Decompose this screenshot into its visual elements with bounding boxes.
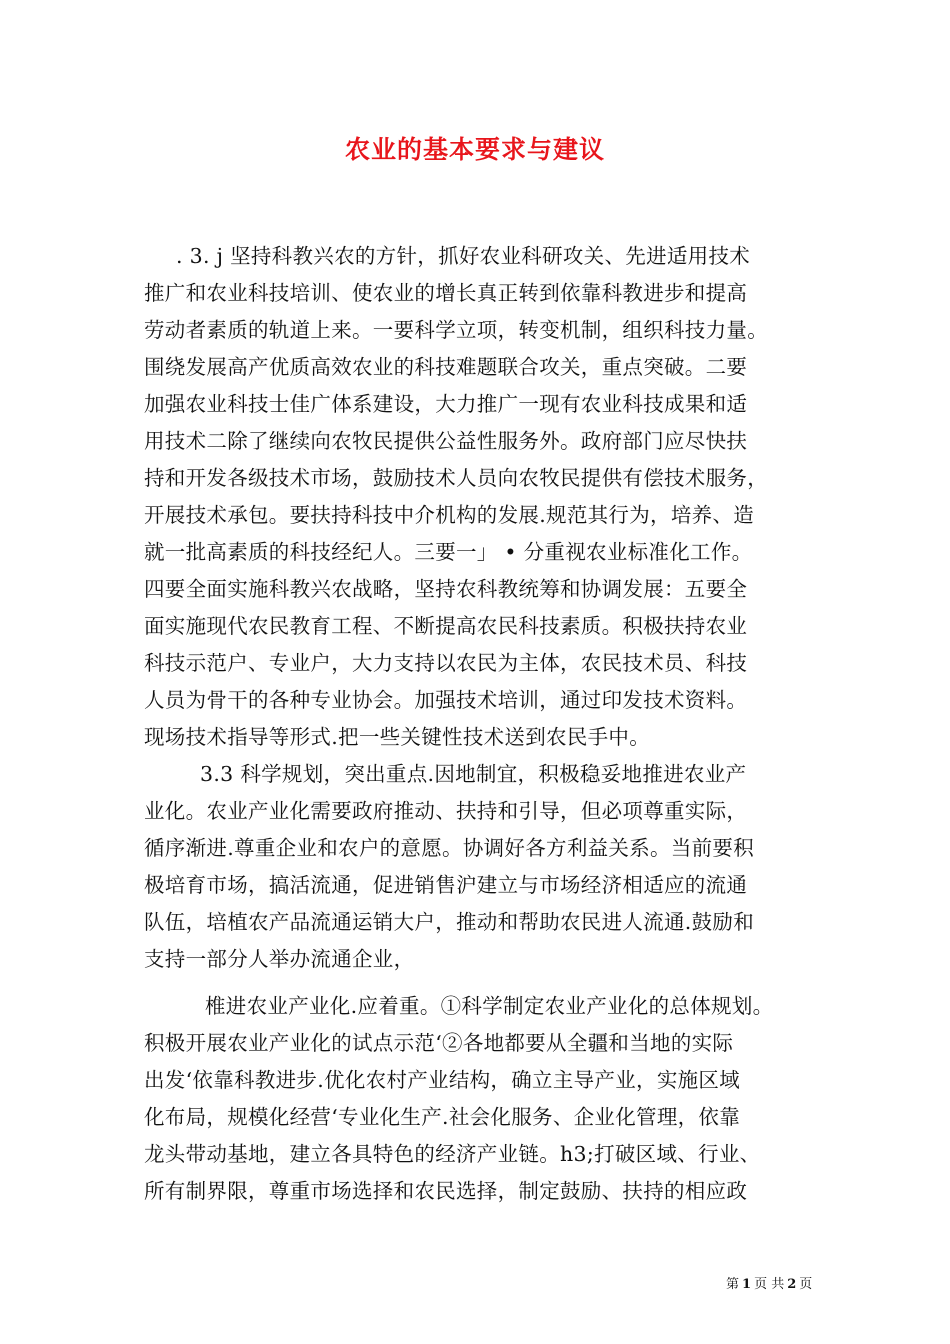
text-line: 3.3 科学规划，突出重点.因地制宜，积极稳妥地推进农业产 (200, 762, 747, 786)
text-line: 围绕发展高产优质高效农业的科技难题联合攻关，重点突破。二要 (144, 355, 748, 379)
text-line: 用技术二除了继续向农牧民提供公益性服务外。政府部门应尽快扶 (144, 429, 748, 453)
page-prefix: 第 (726, 1277, 740, 1292)
current-page: 1 (742, 1277, 752, 1292)
text-line: 椎进农业产业化.应着重。①科学制定农业产业化的总体规划。 (205, 994, 774, 1018)
text-line: 加强农业科技士佳广体系建设，大力推广一现有农业科技成果和适 (144, 392, 748, 416)
text-line: 队伍，培植农产品流通运销大户，推动和帮助农民进人流通.鼓励和 (144, 910, 755, 934)
text-line: 持和开发各级技术市场，鼓励技术人员向农牧民提供有偿技术服务， (144, 466, 768, 490)
document-title: 农业的基本要求与建议 (344, 135, 605, 164)
text-line: 面实施现代农民教育工程、不断提高农民科技素质。积极扶持农业 (144, 614, 748, 638)
text-line: 四要全面实施科教兴农战略，坚持农科教统筹和协调发展：五要全 (144, 577, 748, 601)
total-pages: 2 (787, 1277, 797, 1292)
text-line: 积极开展农业产业化的试点示范‘②各地都要从全疆和当地的实际 (144, 1031, 734, 1055)
text-line: 龙头带动基地，建立各具特色的经济产业链。h3;打破区域、行业、 (144, 1142, 761, 1166)
text-line: 现场技术指导等形式.把一些关键性技术送到农民手中。 (144, 725, 651, 749)
text-line: 推广和农业科技培训、使农业的增长真正转到依靠科教进步和提高 (144, 281, 748, 305)
page-mid: 页 共 (754, 1277, 785, 1292)
text-line: 极培育市场，搞活流通，促进销售沪建立与市场经济相适应的流通 (144, 873, 748, 897)
text-line: 人员为骨干的各种专业协会。加强技术培训，通过印发技术资料。 (144, 688, 748, 712)
text-line: 就一批高素质的科技经纪人。三要一」 • 分重视农业标准化工作。 (144, 540, 753, 564)
text-line: 所有制界限，尊重市场选择和农民选择，制定鼓励、扶持的相应政 (144, 1179, 748, 1203)
text-line: 开展技术承包。要扶持科技中介机构的发展.规范其行为，培养、造 (144, 503, 755, 527)
text-line: 支持一部分人举办流通企业， (144, 947, 415, 971)
text-line: 劳动者素质的轨道上来。一要科学立项，转变机制，组织科技力量。 (144, 318, 768, 342)
page-suffix: 页 (799, 1277, 813, 1292)
text-line: . 3. j 坚持科教兴农的方针，抓好农业科研攻关、先进适用技术 (176, 244, 751, 268)
text-line: 化布局，规模化经营‘专业化生产.社会化服务、企业化管理，依靠 (144, 1105, 741, 1129)
page-number (726, 1276, 812, 1294)
text-line: 循序渐进.尊重企业和农户的意愿。协调好各方利益关系。当前要积 (144, 836, 755, 860)
text-line: 业化。农业产业化需要政府推动、扶持和引导，但必项尊重实际， (144, 799, 748, 823)
text-line: 出发‘依靠科教进步.优化农村产业结构，确立主导产业，实施区域 (144, 1068, 741, 1092)
text-line: 科技示范户、专业户，大力支持以农民为主体，农民技术员、科技 (144, 651, 748, 675)
